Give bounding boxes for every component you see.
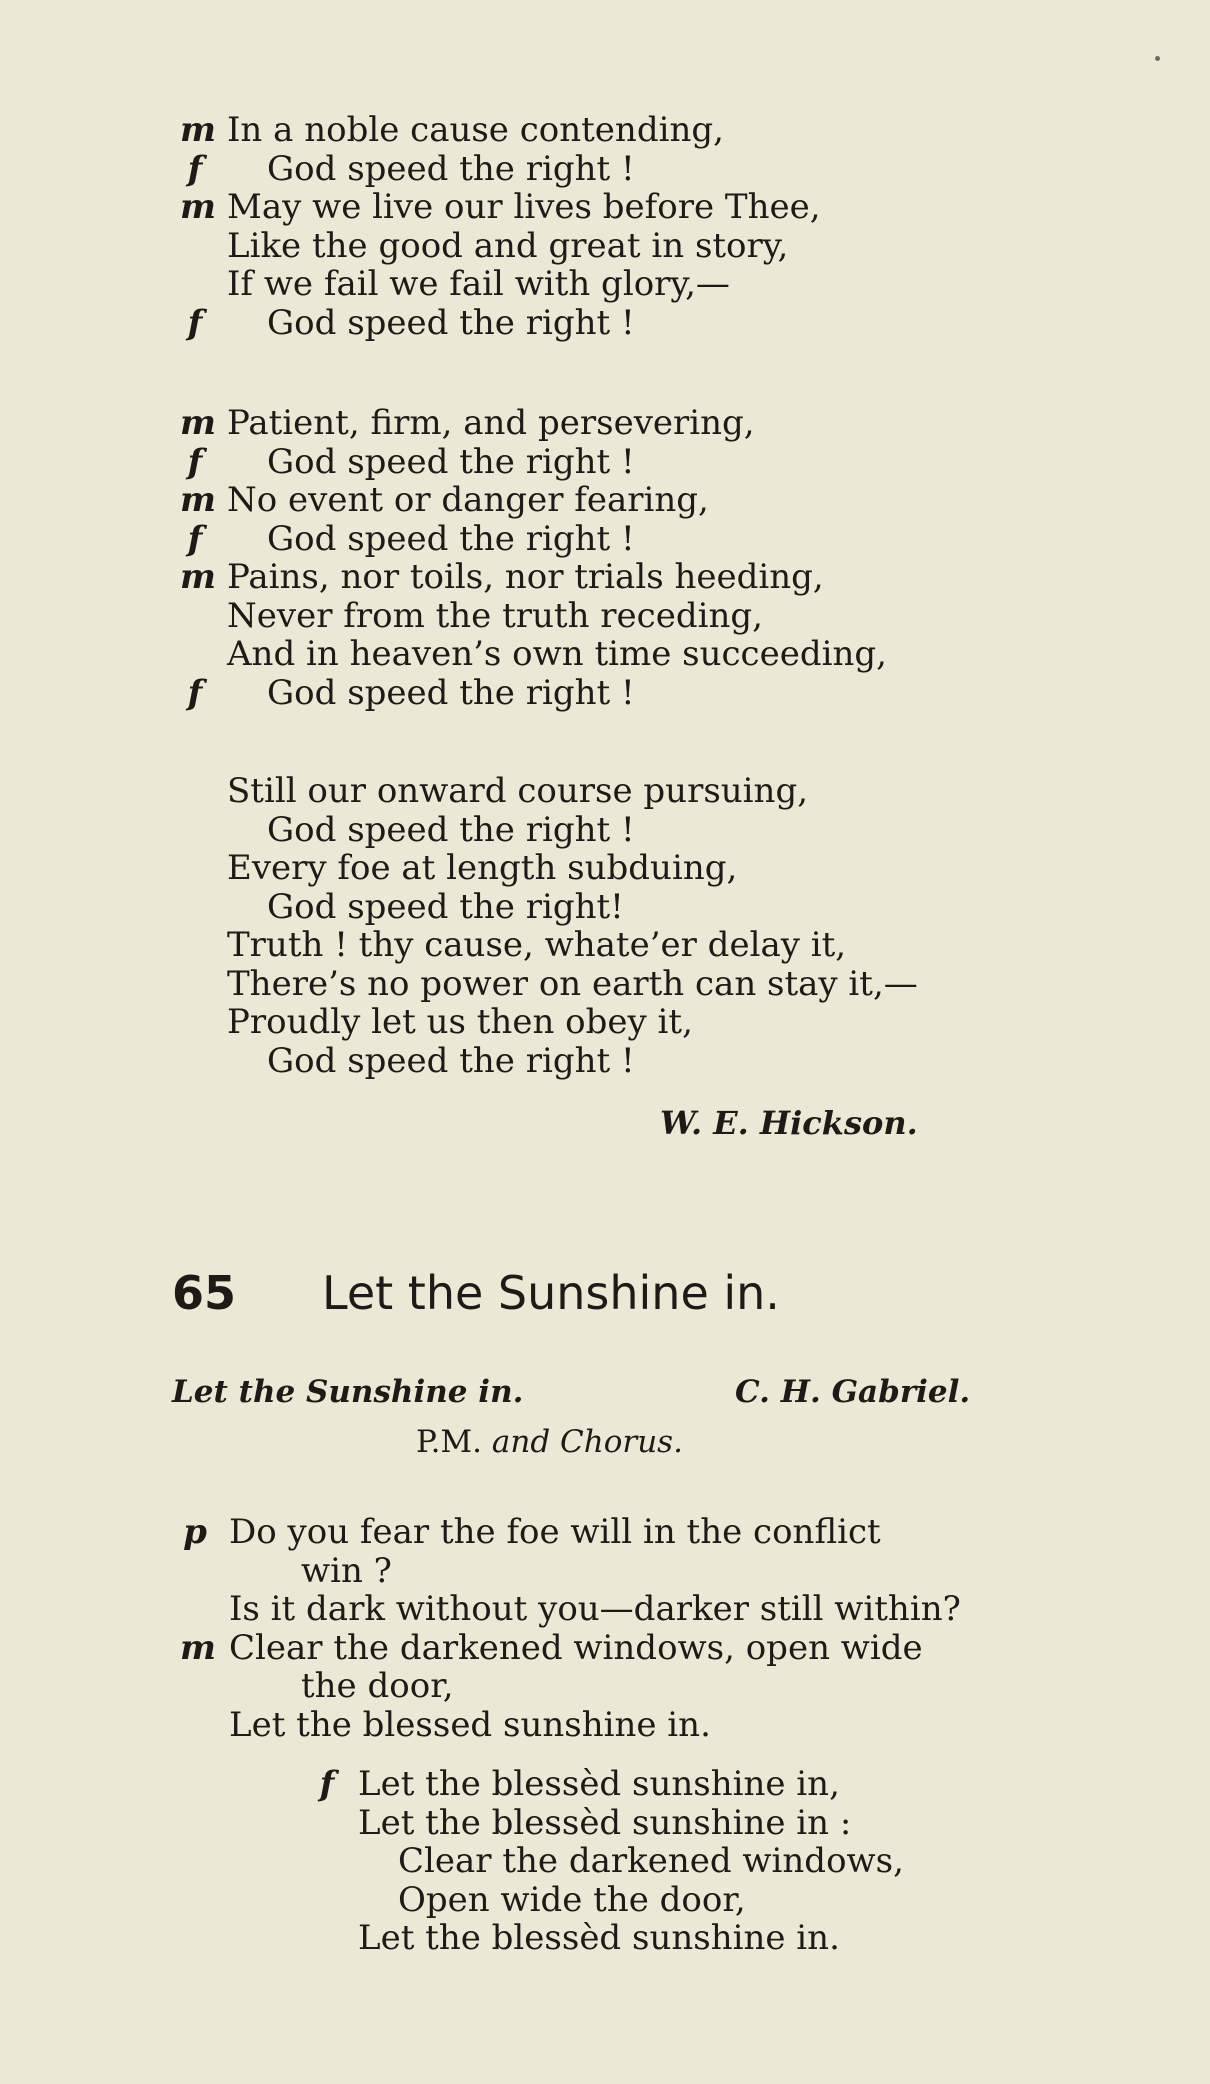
text-line — [0, 673, 1210, 713]
page-speck — [1155, 56, 1160, 61]
line-text: Truth ! thy cause, whate’er delay it, — [227, 925, 847, 965]
line-text: Let the blessèd sunshine in. — [358, 1918, 840, 1958]
line-text: God speed the right ! — [267, 672, 635, 713]
text-line — [0, 264, 1210, 304]
text-line — [0, 596, 1210, 636]
text-line — [0, 771, 1210, 811]
text-line — [0, 1841, 1210, 1881]
line-text: God speed the right! — [267, 886, 624, 927]
dynamics-mark: f — [187, 441, 203, 482]
text-line — [0, 519, 1210, 559]
composer: C. H. Gabriel. — [735, 1374, 971, 1410]
hymn-title: Let the Sunshine in. — [322, 1266, 780, 1320]
hymn-number: 65 — [172, 1266, 237, 1320]
line-text: the door, — [301, 1666, 454, 1707]
line-text: Clear the darkened windows, — [398, 1841, 904, 1881]
text-line — [0, 1628, 1210, 1668]
line-text: Open wide the door, — [398, 1879, 746, 1920]
text-line — [0, 1589, 1210, 1629]
line-text: Proudly let us then obey it, — [227, 1002, 693, 1042]
line-text: Do you fear the foe will in the conflict — [229, 1512, 881, 1552]
dynamics-mark: m — [180, 480, 216, 520]
text-line — [0, 848, 1210, 888]
dynamics-mark: m — [180, 403, 216, 443]
text-line — [0, 303, 1210, 343]
line-text: Let the blessèd sunshine in : — [358, 1802, 852, 1843]
line-text: Is it dark without you—darker still within? — [229, 1589, 961, 1630]
line-text: Let the blessed sunshine in. — [229, 1705, 711, 1745]
text-line — [0, 1041, 1210, 1081]
dynamics-mark: f — [187, 148, 203, 189]
text-line — [0, 149, 1210, 189]
line-text: Still our onward course pursuing, — [227, 771, 809, 811]
text-line — [0, 1512, 1210, 1552]
text-line — [0, 1918, 1210, 1958]
text-line — [0, 964, 1210, 1004]
line-text: Patient, firm, and persevering, — [227, 403, 755, 443]
line-text: win ? — [301, 1550, 392, 1591]
line-text: God speed the right ! — [267, 441, 635, 482]
line-text: God speed the right ! — [267, 1040, 635, 1081]
line-text: God speed the right ! — [267, 302, 635, 343]
text-line — [0, 925, 1210, 965]
metre-suffix: and Chorus. — [491, 1424, 683, 1460]
dynamics-mark: f — [187, 302, 203, 343]
text-line — [0, 442, 1210, 482]
poem-author: W. E. Hickson. — [660, 1104, 918, 1142]
text-line — [0, 557, 1210, 597]
line-text: In a noble cause contending, — [227, 110, 724, 150]
line-text: God speed the right ! — [267, 809, 635, 850]
line-text: There’s no power on earth can stay it,— — [227, 963, 918, 1004]
line-text: May we live our lives before Thee, — [227, 187, 821, 227]
line-text: No event or danger fearing, — [227, 480, 709, 520]
metre-prefix: P.M. — [416, 1424, 483, 1460]
text-line — [0, 1880, 1210, 1920]
dynamics-mark: f — [187, 518, 203, 559]
dynamics-mark: p — [183, 1512, 207, 1552]
line-text: And in heaven’s own time succeeding, — [227, 634, 887, 674]
line-text: Let the blessèd sunshine in, — [358, 1764, 840, 1804]
text-line — [0, 226, 1210, 266]
text-line — [0, 634, 1210, 674]
metre-line — [416, 1424, 683, 1460]
dynamics-mark: m — [180, 557, 216, 597]
line-text: Every foe at length subduing, — [227, 848, 738, 888]
line-text: Clear the darkened windows, open wide — [229, 1627, 923, 1668]
text-line — [0, 480, 1210, 520]
tune-name: Let the Sunshine in. — [172, 1374, 524, 1410]
text-line — [0, 810, 1210, 850]
text-line — [0, 1764, 1210, 1804]
line-text: God speed the right ! — [267, 518, 635, 559]
dynamics-mark: m — [180, 110, 216, 150]
line-text: If we fail we fail with glory,— — [227, 264, 730, 304]
text-line — [0, 1002, 1210, 1042]
line-text: Like the good and great in story, — [227, 225, 789, 266]
text-line — [0, 187, 1210, 227]
dynamics-mark: f — [187, 672, 203, 713]
line-text: Pains, nor toils, nor trials heeding, — [227, 557, 824, 597]
text-line — [0, 1666, 1210, 1706]
line-text: Never from the truth receding, — [227, 595, 763, 636]
text-line — [0, 887, 1210, 927]
line-text: God speed the right ! — [267, 148, 635, 189]
dynamics-mark: m — [180, 187, 216, 227]
dynamics-mark: m — [180, 1627, 216, 1668]
text-line — [0, 403, 1210, 443]
text-line — [0, 1551, 1210, 1591]
dynamics-mark: f — [319, 1764, 335, 1804]
text-line — [0, 110, 1210, 150]
text-line — [0, 1803, 1210, 1843]
text-line — [0, 1705, 1210, 1745]
